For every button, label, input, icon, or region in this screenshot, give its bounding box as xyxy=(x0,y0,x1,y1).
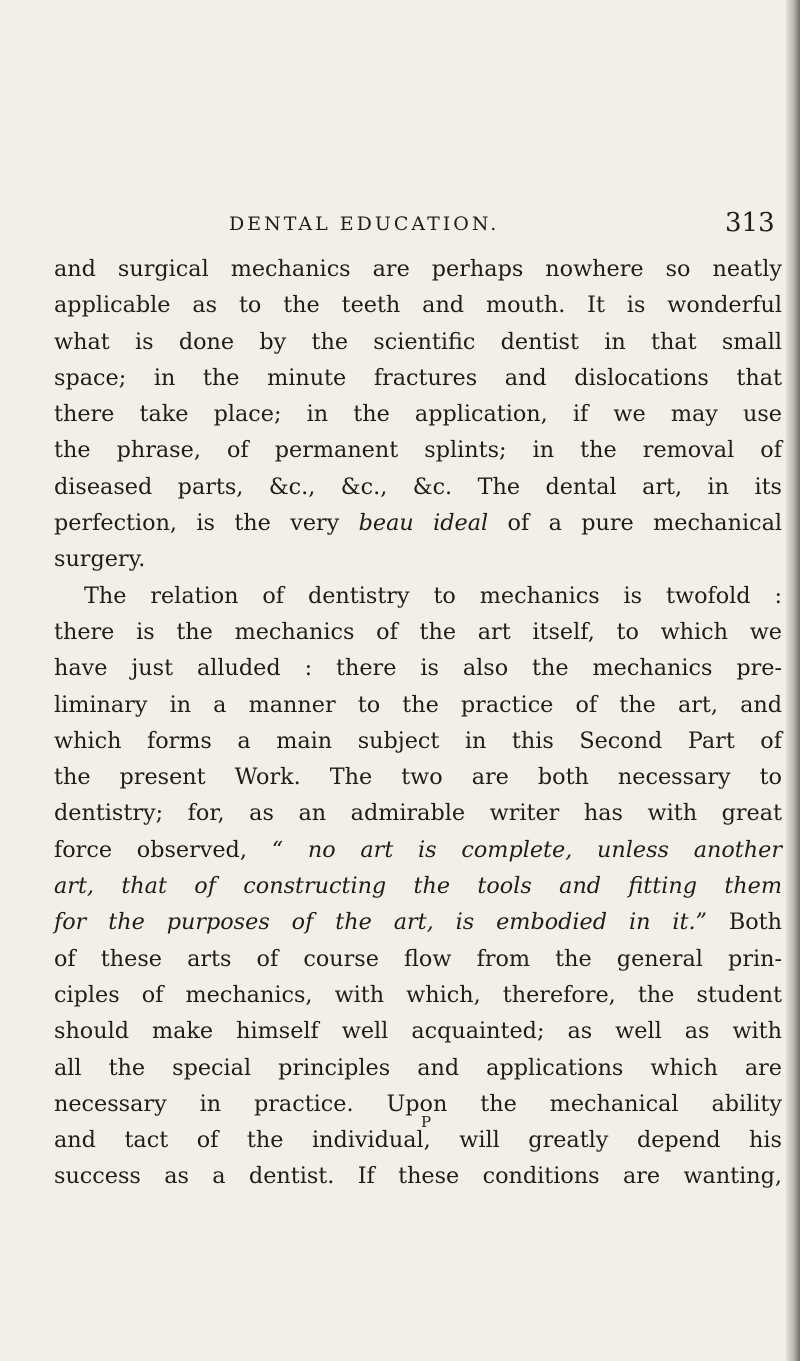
text-line: which forms a main subject in this Second Part of xyxy=(54,727,782,754)
text-run: force observed, xyxy=(54,836,247,863)
italic-quote: for the purposes of the art, is embodied in it.” xyxy=(54,909,707,936)
text-line: have just alluded : there is also the mechanics pre- xyxy=(54,655,782,682)
text-line: and surgical mechanics are perhaps nowhere so neatly xyxy=(54,256,782,282)
text-line: there is the mechanics of the art itself, to which we xyxy=(54,618,782,645)
text-line: success as a dentist. If these conditions are wanting, xyxy=(54,1163,782,1190)
text-line: the phrase, of permanent splints; in the removal of xyxy=(54,437,782,464)
text-line: liminary in a manner to the practice of the art, and xyxy=(54,691,782,718)
text-line xyxy=(54,505,782,541)
page-number: 313 xyxy=(725,208,775,238)
text-run: Both xyxy=(728,909,782,936)
text-run: perfection, is the very xyxy=(54,510,340,537)
text-line xyxy=(54,832,782,868)
text-line: applicable as to the teeth and mouth. It is wonderful xyxy=(54,292,782,319)
text-line xyxy=(54,904,782,940)
running-head: DENTAL EDUCATION. xyxy=(229,213,500,235)
text-line: of these arts of course flow from the general prin- xyxy=(54,945,782,972)
text-line: space; in the minute fractures and dislocations that xyxy=(54,364,782,391)
text-line: The relation of dentistry to mechanics is twofold : xyxy=(84,582,782,609)
page-edge xyxy=(786,0,800,1361)
text-line: what is done by the scientific dentist in that small xyxy=(54,328,782,355)
body-text xyxy=(54,251,782,1195)
text-line: all the special principles and applications which are xyxy=(54,1054,782,1081)
text-line: surgery. xyxy=(54,546,146,573)
text-line: ciples of mechanics, with which, therefore, the student xyxy=(54,981,782,1008)
text-line: should make himself well acquainted; as well as with xyxy=(54,1018,782,1045)
text-line: diseased parts, &c., &c., &c. The dental art, in its xyxy=(54,473,782,500)
text-line: necessary in practice. Upon the mechanical ability xyxy=(54,1090,782,1117)
text-line: and tact of the individual, will greatly depend his xyxy=(54,1127,782,1154)
text-line: dentistry; for, as an admirable writer has with great xyxy=(54,800,782,827)
italic-phrase: beau ideal xyxy=(358,510,489,537)
italic-quote: art, that of constructing the tools and fitting them xyxy=(54,873,782,900)
text-run: of a pure mechanical xyxy=(507,510,782,537)
text-line xyxy=(54,868,782,904)
text-line: there take place; in the application, if we may use xyxy=(54,401,782,428)
signature-mark: P xyxy=(421,1113,432,1131)
italic-quote: “ no art is complete, unless another xyxy=(271,836,782,863)
text-line: the present Work. The two are both necessary to xyxy=(54,764,782,791)
